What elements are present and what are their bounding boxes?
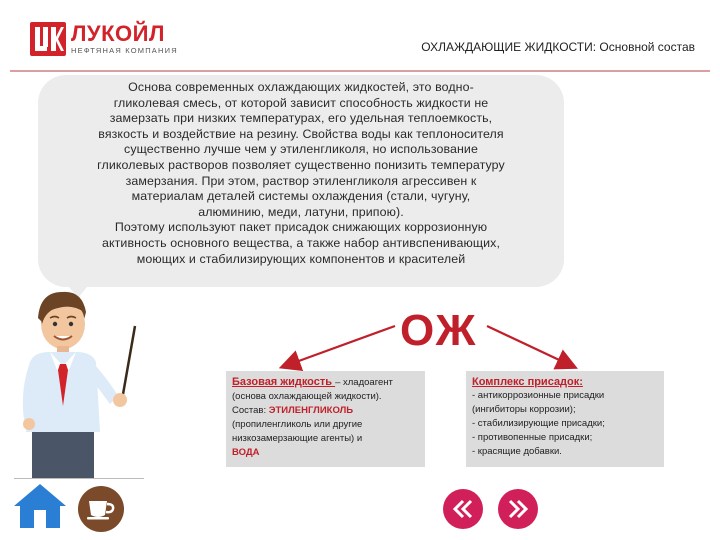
bubble-line: моющих и стабилизирующих компонентов и красителей <box>136 251 466 266</box>
arrow-to-additives <box>487 326 572 366</box>
bubble-line: вязкость и воздействие на резину. Свойства воды как теплоносителя <box>98 126 504 141</box>
home-button[interactable] <box>12 482 68 530</box>
bubble-line: Поэтому используют пакет присадок снижающих коррозионную <box>114 220 488 235</box>
bubble-line: замерзать при низких температурах, его удельная теплоемкость, <box>109 111 493 126</box>
additives-title: Комплекс присадок: <box>472 376 583 388</box>
bubble-line: гликолевых растворов позволяет существенно понизить температуру <box>97 157 505 172</box>
next-slide-button[interactable] <box>498 489 538 529</box>
base-fluid-title-rest: – хладоагент <box>335 377 393 388</box>
bubble-line: замерзания. При этом, раствор этиленгликоля агрессивен к <box>125 173 477 188</box>
ethylene-glycol-highlight: ЭТИЛЕНГЛИКОЛЬ <box>268 405 354 416</box>
bubble-line: материалам деталей системы охлаждения (стали, чугуну, <box>131 189 471 204</box>
base-fluid-title: Базовая жидкость <box>232 376 336 388</box>
previous-slide-button[interactable] <box>443 489 483 529</box>
bubble-line: гликолевая смесь, от которой зависит способность жидкости не <box>113 95 489 110</box>
base-fluid-line: (основа охлаждающей жидкости). <box>232 391 382 402</box>
page-title: ОХЛАЖДАЮЩИЕ ЖИДКОСТИ: Основной состав <box>421 40 695 54</box>
base-fluid-composition-label: Состав: <box>232 405 269 416</box>
logo-subtitle: НЕФТЯНАЯ КОМПАНИЯ <box>71 46 178 56</box>
coffee-break-button[interactable] <box>78 486 124 532</box>
additive-item: (ингибиторы коррозии); <box>472 404 576 415</box>
presenter-illustration <box>10 282 140 478</box>
bubble-line: алюминию, меди, латуни, припою). <box>198 204 404 219</box>
double-chevron-left-icon <box>451 499 475 519</box>
home-icon <box>12 482 68 530</box>
base-fluid-line: низкозамерзающие агенты) и <box>232 433 363 444</box>
bubble-line: активность основного вещества, а также набор антивспенивающих, <box>102 235 500 250</box>
bottom-divider <box>14 478 144 479</box>
additives-box <box>466 371 664 467</box>
bubble-line: существенно лучше чем у этиленгликоля, но использование <box>124 142 478 157</box>
base-fluid-line: (пропиленгликоль или другие <box>232 419 363 430</box>
additive-item: - стабилизирующие присадки; <box>472 418 605 429</box>
additive-item: - красящие добавки. <box>472 446 562 457</box>
additive-item: - противопенные присадки; <box>472 432 593 443</box>
logo-name: ЛУКОЙЛ <box>71 21 165 47</box>
coolant-abbreviation: ОЖ <box>400 306 478 355</box>
bubble-line: Основа современных охлаждающих жидкостей, это водно- <box>128 80 474 94</box>
coffee-cup-icon <box>86 497 116 521</box>
additive-item: - антикоррозионные присадки <box>472 390 605 401</box>
arrow-to-base-fluid <box>285 326 395 366</box>
base-fluid-box <box>226 371 425 467</box>
water-highlight: ВОДА <box>232 447 260 458</box>
double-chevron-right-icon <box>506 499 530 519</box>
